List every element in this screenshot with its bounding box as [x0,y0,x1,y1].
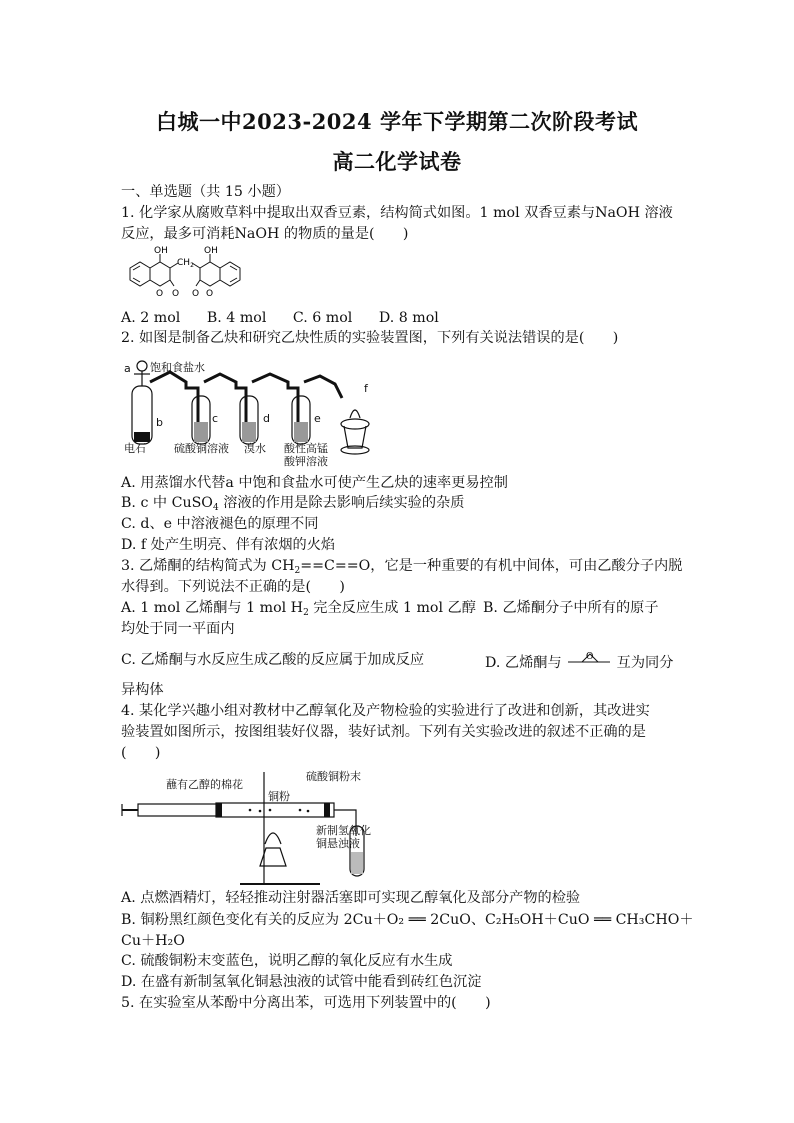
oh-right-label: OH [204,246,218,256]
label-copper-powder: 铜粉 [268,790,290,803]
ring-o-3: O [192,289,200,299]
q1-option-d[interactable]: D. 8 mol [378,310,439,326]
q3-stem-line2: 水得到。下列说法不正确的是( ) [121,579,345,595]
label-carbide: 电石 [124,442,146,455]
q4-stem-line3: ( ) [121,745,161,761]
label-a: a [124,362,131,375]
label-b: b [156,416,163,429]
label-f: f [364,382,368,395]
q4-option-a[interactable]: A. 点燃酒精灯，轻轻推动注射器活塞即可实现乙醇氧化及部分产物的检验 [121,890,581,906]
q1-option-b[interactable]: B. 4 mol [206,310,267,326]
q3-option-b-line2: 均处于同一平面内 [121,621,235,637]
q5-stem: 5. 在实验室从苯酚中分离出苯，可选用下列装置中的( ) [121,995,491,1011]
label-kmno4-1: 酸性高锰 [284,442,328,455]
q2-option-c[interactable]: C. d、e 中溶液褪色的原理不同 [121,516,319,532]
exam-subtitle: 高二化学试卷 [332,149,462,174]
q2-stem: 2. 如图是制备乙炔和研究乙炔性质的实验装置图，下列有关说法错误的是( ) [121,330,619,346]
q3-option-b-line1[interactable]: B. 乙烯酮分子中所有的原子 [483,600,659,616]
q3-option-a[interactable]: A. 1 mol 乙烯酮与 1 mol $H_2$ 完全反应生成 1 mol 乙醇 [121,600,476,618]
acetylene-apparatus-figure [120,352,390,468]
q3-option-d[interactable]: D. 乙烯酮与 O 互为同分 [485,652,674,671]
ring-o-2: O [172,289,180,299]
q4-stem-line1: 4. 某化学兴趣小组对教材中乙醇氧化及产物检验的实验进行了改进和创新，其改进实 [121,703,650,719]
q1-option-a[interactable]: A. 2 mol [121,310,181,326]
section-heading: 一、单选题（共 15 小题） [121,184,290,200]
q4-option-b[interactable]: B. 铜粉黑红颜色变化有关的反应为 2Cu＋O₂ ══ 2CuO、C₂H₅OH＋CuO ══ CH₃CHO＋ [121,912,694,928]
dicoumarol-structure [118,244,258,306]
q2-option-d[interactable]: D. f 处产生明亮、伴有浓烟的火焰 [121,537,336,553]
label-cuso4-solution: 硫酸铜溶液 [174,442,229,455]
q2-option-a[interactable]: A. 用蒸馏水代替a 中饱和食盐水可使产生乙炔的速率更易控制 [121,475,508,491]
q4-option-d[interactable]: D. 在盛有新制氢氧化铜悬浊液的试管中能看到砖红色沉淀 [121,974,482,990]
q3-stem-line1: 3. 乙烯酮的结构简式为 $CH_2==C==O$，它是一种重要的有机中间体，可由乙酸分子内脱 [121,558,683,576]
label-d: d [263,412,270,425]
q3-option-c[interactable]: C. 乙烯酮与水反应生成乙酸的反应属于加成反应 [121,652,425,668]
label-kmno4-2: 酸钾溶液 [284,455,328,468]
label-c: c [212,412,219,425]
q4-option-c[interactable]: C. 硫酸铜粉末变蓝色，说明乙醇的氧化反应有水生成 [121,953,453,969]
q3-option-d-line2: 异构体 [121,682,164,698]
oh-left-label: OH [154,246,168,256]
q1-stem-line2: 反应，最多可消耗NaOH 的物质的量是( ) [121,226,409,242]
q1-options [121,308,681,328]
ch2-label: $CH_2$ [177,258,194,269]
ring-o-1: O [156,289,164,299]
ring-o-4: O [206,289,214,299]
ethanol-oxidation-apparatus-figure [120,766,380,890]
q4-stem-line2: 验装置如图所示，按图组装好仪器，装好试剂。下列有关实验改进的叙述不正确的是 [121,724,646,740]
exam-title: 白城一中2023-2024 学年下学期第二次阶段考试 [156,109,638,134]
epoxide-structure [566,650,612,672]
label-cotton: 蘸有乙醇的棉花 [166,778,243,791]
q1-option-c[interactable]: C. 6 mol [292,310,353,326]
label-cuso4-powder: 硫酸铜粉末 [306,770,361,783]
label-cuoh-2: 铜悬浊液 [316,837,360,850]
q1-stem-line1: 1. 化学家从腐败草料中提取出双香豆素，结构简式如图。1 mol 双香豆素与NaOH 溶液 [121,205,673,221]
q2-option-b[interactable]: B. c 中 CuSO$_4$ 溶液的作用是除去影响后续实验的杂质 [121,495,465,513]
label-bromine-water: 溴水 [244,442,266,455]
label-e: e [314,412,321,425]
q4-option-b-line2: Cu＋H₂O [121,933,185,949]
epoxide-o-label: O [586,652,594,662]
label-cuoh-1: 新制氢氧化 [316,824,371,837]
label-brine: 饱和食盐水 [150,361,205,374]
